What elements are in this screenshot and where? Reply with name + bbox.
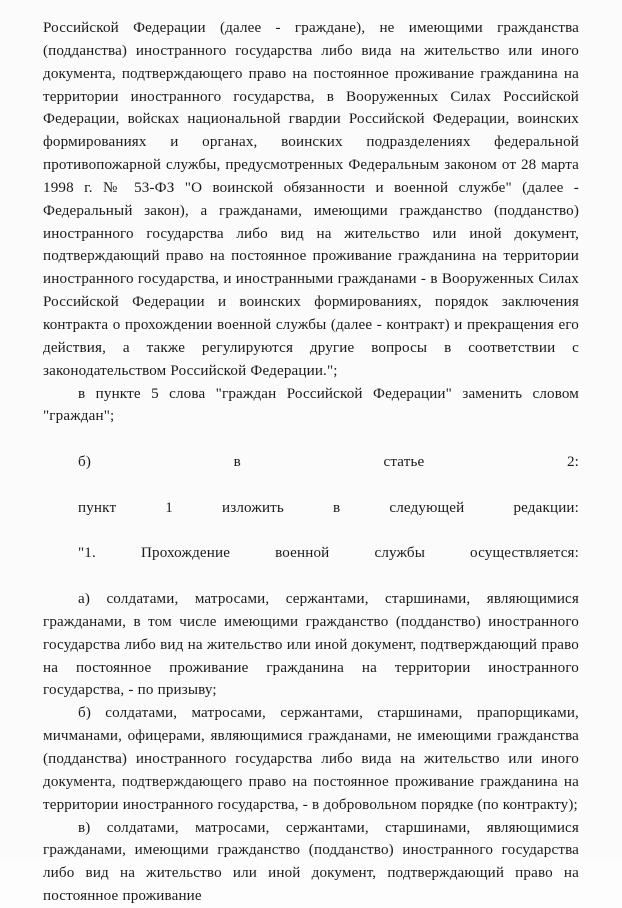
paragraph-item-a: а) солдатами, матросами, сержантами, старшинами, являющимися гражданами, в том числе имеющими гражданство (подданство) иностранного государства либо вид на жительство или иной документ, подтверждающий право на постоянное проживание гражданина на территории иностранного государства, - по призыву; bbox=[43, 591, 579, 699]
paragraph-amendment-point-5: в пункте 5 слова "граждан Российской Федерации" заменить словом "граждан"; bbox=[43, 385, 579, 425]
paragraph-body: Российской Федерации (далее - граждане), не имеющими гражданства (подданства) иностранного государства либо вида на жительство или иного документа, подтверждающего право на постоянное проживание гражданина на территории иностранного государства, в Вооруженных Силах Российской Федерации, войсках национальной гвардии Российской Федерации, воинских формированиях и органах, воинских подразделениях федеральной противопожарной службы, предусмотренных Федеральным законом от 28 марта 1998 г. № 53-ФЗ "О воинской обязанности и военной службе" (далее - Федеральный закон), а гражданами, имеющими гражданство (подданство) иностранного государства либо вид на жительство или иной документ, подтверждающий право на постоянное проживание гражданина на территории иностранного государства, и иностранными гражданами - в Вооруженных Силах Российской Федерации и воинских формированиях, порядок заключения контракта о прохождении военной службы (далее - контракт) и прекращения его действия, а также регулируются другие вопросы в соответствии с законодательством Российской Федерации."; bbox=[43, 20, 579, 379]
paragraph-item-b: б) солдатами, матросами, сержантами, старшинами, прапорщиками, мичманами, офицерами, являющимися гражданами, не имеющими гражданства (подданства) иностранного государства либо вида на жительство или иного документа, подтверждающего право на постоянное проживание гражданина на территории иностранного государства, - в добровольном порядке (по контракту); bbox=[43, 705, 579, 813]
paragraph-item-v: в) солдатами, матросами, сержантами, старшинами, являющимися гражданами, имеющими гражданство (подданство) иностранного государства либо вид на жительство или иной документ, подтверждающий право на постоянное проживание bbox=[43, 819, 579, 905]
document-text-column bbox=[43, 17, 579, 908]
paragraph-quoted-point-1: "1. Прохождение военной службы осуществляется: bbox=[78, 545, 579, 562]
paragraph-point-1-new-wording: пункт 1 изложить в следующей редакции: bbox=[78, 499, 579, 516]
paragraph-subclause-b-article-2: б) в статье 2: bbox=[78, 454, 579, 471]
